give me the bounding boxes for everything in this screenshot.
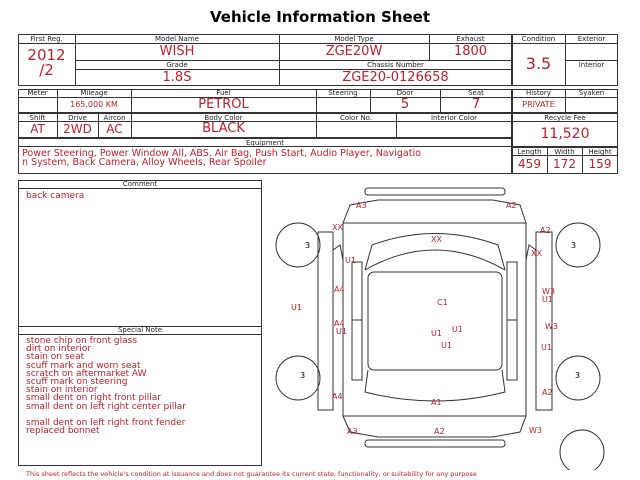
footer-disclaimer: This sheet reflects the vehicle's condition at issuance and does not guarantee its current state, functionality, or suitability for any purpose [26, 470, 477, 478]
height-value: 159 [588, 157, 612, 171]
mileage-label: Mileage [80, 89, 108, 97]
history-value: PRIVATE [522, 100, 555, 109]
recycle-fee-label: Recycle Fee [544, 114, 586, 122]
car-damage-diagram [268, 180, 640, 470]
condition-value: 3.5 [525, 54, 552, 73]
model-name-value: WISH [159, 44, 195, 59]
drive-label: Drive [68, 114, 87, 122]
meter-label: Meter [27, 89, 48, 97]
mark-a3-bottom: A3 [347, 427, 358, 436]
mark-xx-left-front: XX [332, 223, 343, 232]
wheel-rl-mark: 3 [300, 371, 306, 380]
special-note-item: replaced bonnet [26, 426, 100, 437]
special-note-item: scratch on aftermarket AW [26, 368, 147, 379]
grade-label: Grade [166, 61, 188, 69]
door-label: Door [396, 89, 414, 97]
recycle-fee-value: 11,520 [540, 126, 590, 142]
color-no-label: Color No. [339, 114, 373, 122]
width-value: 172 [553, 157, 576, 171]
wheel-rr-mark: 3 [575, 371, 581, 380]
special-note-label: Special Note [117, 326, 163, 334]
mark-xx-right-front: XX [531, 249, 542, 258]
model-type-value: ZGE20W [325, 44, 383, 59]
fuel-value: PETROL [198, 97, 249, 112]
mark-u1-center-c: U1 [441, 341, 452, 350]
syaken-label: Syaken [578, 89, 605, 97]
mark-a1-bottom: A1 [431, 398, 442, 407]
equipment-label: Equipment [246, 139, 284, 147]
comment-text: back camera [26, 191, 85, 201]
door-value: 5 [400, 97, 410, 112]
history-label: History [526, 89, 551, 97]
mark-w3-bottom: W3 [529, 426, 542, 435]
mark-a4-left-2: A4 [334, 319, 345, 328]
length-value: 459 [518, 157, 541, 171]
wheel-fr-mark: 3 [571, 241, 577, 250]
page-title: Vehicle Information Sheet [210, 8, 430, 26]
drive-value: 2WD [63, 122, 92, 136]
exhaust-label: Exhaust [456, 35, 485, 43]
shift-value: AT [30, 122, 45, 136]
special-note-item: small dent on left right center pillar [26, 401, 186, 412]
mark-xx-top: XX [431, 235, 442, 244]
mark-u1-left-front: U1 [345, 256, 356, 265]
mark-a4-left-rear: A4 [332, 392, 343, 401]
chassis-label: Chassis Number [367, 61, 424, 69]
equipment-line-2: n System, Back Camera, Alloy Wheels, Rear Spoiler [22, 157, 267, 168]
mark-a2-bottom: A2 [434, 427, 445, 436]
special-note-item: stain on interior [26, 385, 98, 396]
body-color-value: BLACK [202, 121, 245, 136]
seat-value: 7 [471, 97, 481, 112]
special-note-item: scuff mark on steering [26, 377, 128, 388]
aircon-label: Aircon [103, 114, 126, 122]
mileage-value: 165,000 KM [70, 100, 118, 109]
mark-u1-left-mid: U1 [291, 303, 302, 312]
special-note-item: small dent on left right front fender [26, 418, 186, 429]
mark-a2-right-rear: A2 [542, 388, 553, 397]
special-note-item: stain on seat [26, 352, 85, 363]
special-note-item: dirt on interior [26, 344, 92, 355]
chassis-value: ZGE20-0126658 [342, 70, 449, 85]
mark-a3-top: A3 [356, 201, 367, 210]
special-note-item: stone chip on front glass [26, 336, 138, 346]
comment-label: Comment [122, 180, 158, 188]
interior-color-label: Interior Color [430, 114, 478, 122]
mark-u1-center-a: U1 [452, 325, 463, 334]
height-label: Height [588, 148, 612, 156]
mark-w3-right: W3 [542, 287, 555, 296]
width-label: Width [554, 148, 575, 156]
mark-u1-left-2: U1 [336, 327, 347, 336]
condition-label: Condition [521, 35, 556, 43]
mark-u1-right-a: U1 [542, 295, 553, 304]
model-type-label: Model Type [334, 35, 374, 43]
mark-u1-center-b: U1 [431, 329, 442, 338]
body-color-label: Body Color [204, 114, 243, 122]
mark-u1-right-2: U1 [541, 343, 552, 352]
special-note-list [26, 337, 186, 435]
first-reg-label: First Reg. [30, 35, 63, 43]
mark-w3-right-2: W3 [545, 322, 558, 331]
special-note-item: small dent on right front pillar [26, 393, 161, 404]
grade-value: 1.8S [162, 70, 192, 85]
steering-label: Steering [328, 89, 358, 97]
shift-label: Shift [29, 114, 46, 122]
mark-c1-center: C1 [437, 298, 448, 307]
aircon-value: AC [106, 122, 123, 136]
seat-label: Seat [468, 89, 484, 97]
special-note-item: scuff mark and worn seat [26, 360, 141, 371]
equipment-line-1: Power Steering, Power Window All, ABS, Air Bag, Push Start, Audio Player, Navigatio [22, 148, 421, 159]
length-label: Length [517, 148, 542, 156]
exterior-label: Exterior [577, 35, 606, 43]
diagram-labels [291, 201, 580, 436]
interior-label: Interior [578, 61, 605, 69]
wheel-fl-mark: 3 [305, 241, 311, 250]
exhaust-value: 1800 [453, 44, 488, 59]
mark-a2-top: A2 [506, 201, 517, 210]
mark-a2-right-front: A2 [540, 226, 551, 235]
mark-a4-left: A4 [334, 285, 345, 294]
first-reg-value: 2012 /2 [27, 46, 66, 79]
model-name-label: Model Name [155, 35, 199, 43]
fuel-label: Fuel [216, 89, 231, 97]
